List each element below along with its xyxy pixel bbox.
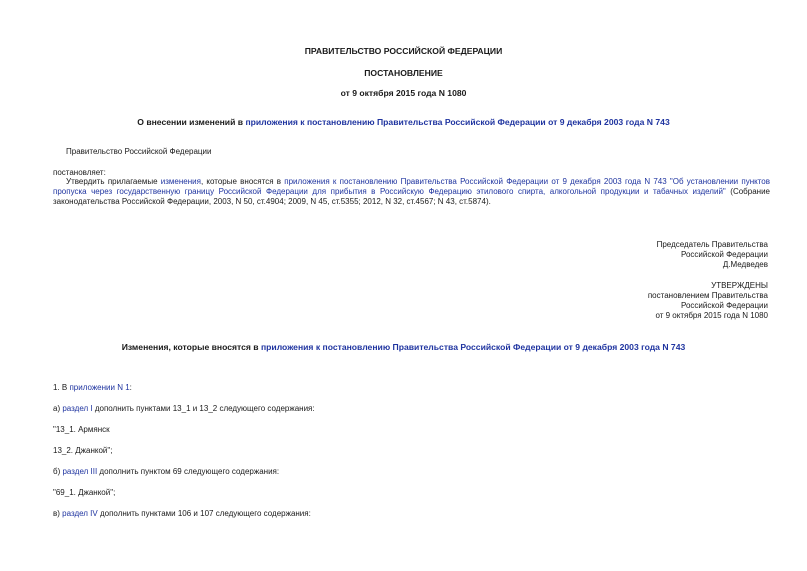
document-date-number: от 9 октября 2015 года N 1080	[340, 88, 467, 98]
signature-position: Председатель Правительства	[656, 240, 768, 249]
government-heading: ПРАВИТЕЛЬСТВО РОССИЙСКОЙ ФЕДЕРАЦИИ	[304, 46, 503, 56]
document-title	[0, 117, 807, 128]
changes-link[interactable]: изменения	[160, 177, 201, 186]
item-1-prefix: 1. В	[53, 383, 70, 392]
approved-label: УТВЕРЖДЕНЫ	[711, 281, 768, 290]
signature-block	[657, 240, 768, 270]
item-a-quote-2: 13_2. Джанкой";	[53, 446, 113, 455]
approved-country: Российской Федерации	[681, 301, 768, 310]
changes-title-link[interactable]: приложения к постановлению Правительства Российской Федерации от 9 декабря 2003 года N 743	[260, 342, 686, 352]
item-c-prefix: в)	[53, 509, 63, 518]
document-type: ПОСТАНОВЛЕНИЕ	[364, 68, 443, 78]
resolution-link[interactable]: приложения к постановлению Правительства Российской Федерации от 9 декабря 2003 года N 743 "Об установлении пунктов пропуска через государственную границу Российской Федерации для прибытия в Российскую Федерацию этилового спирта, алкогольной продукции и табачных изделий"	[53, 177, 770, 196]
item-a-suffix: дополнить пунктами 13_1 и 13_2 следующего содержания:	[92, 404, 315, 413]
clause-start: Утвердить прилагаемые	[66, 177, 161, 186]
item-b-prefix: б)	[53, 467, 63, 476]
changes-title-prefix: Изменения, которые вносятся в	[121, 342, 261, 352]
item-a-prefix: а)	[53, 404, 63, 413]
section-4-link[interactable]: раздел IV	[62, 509, 98, 518]
decides-text: постановляет:	[53, 168, 106, 177]
issuer-text: Правительство Российской Федерации	[66, 147, 212, 156]
signature-name: Д.Медведев	[722, 260, 768, 269]
approved-block	[648, 281, 768, 321]
signature-country: Российской Федерации	[681, 250, 768, 259]
section-1-link[interactable]: раздел I	[62, 404, 93, 413]
item-c-suffix: дополнить пунктами 106 и 107 следующего содержания:	[97, 509, 311, 518]
section-3-link[interactable]: раздел III	[62, 467, 98, 476]
item-a-quote-1: "13_1. Армянск	[53, 425, 110, 434]
clause-mid: , которые вносятся в	[200, 177, 285, 186]
item-c	[53, 509, 311, 519]
item-b	[53, 467, 279, 477]
approved-by: постановлением Правительства	[647, 291, 768, 300]
item-b-quote-1: "69_1. Джанкой";	[53, 488, 116, 497]
item-1-suffix: :	[129, 383, 132, 392]
title-prefix: О внесении изменений в	[137, 117, 246, 127]
main-clause	[53, 177, 770, 207]
item-a	[53, 404, 315, 414]
item-1	[53, 383, 132, 393]
item-b-suffix: дополнить пунктом 69 следующего содержания:	[97, 467, 280, 476]
changes-title	[0, 342, 807, 353]
clause-end: (Собрание законодательства Российской Федерации, 2003, N 50, ст.4904; 2009, N 45, ст.5355; 2012, N 32, ст.4567; N 43, ст.5874).	[53, 187, 770, 206]
approved-date: от 9 октября 2015 года N 1080	[655, 311, 768, 320]
title-link[interactable]: приложения к постановлению Правительства Российской Федерации от 9 декабря 2003 года N 743	[245, 117, 670, 127]
appendix-1-link[interactable]: приложении N 1	[69, 383, 130, 392]
